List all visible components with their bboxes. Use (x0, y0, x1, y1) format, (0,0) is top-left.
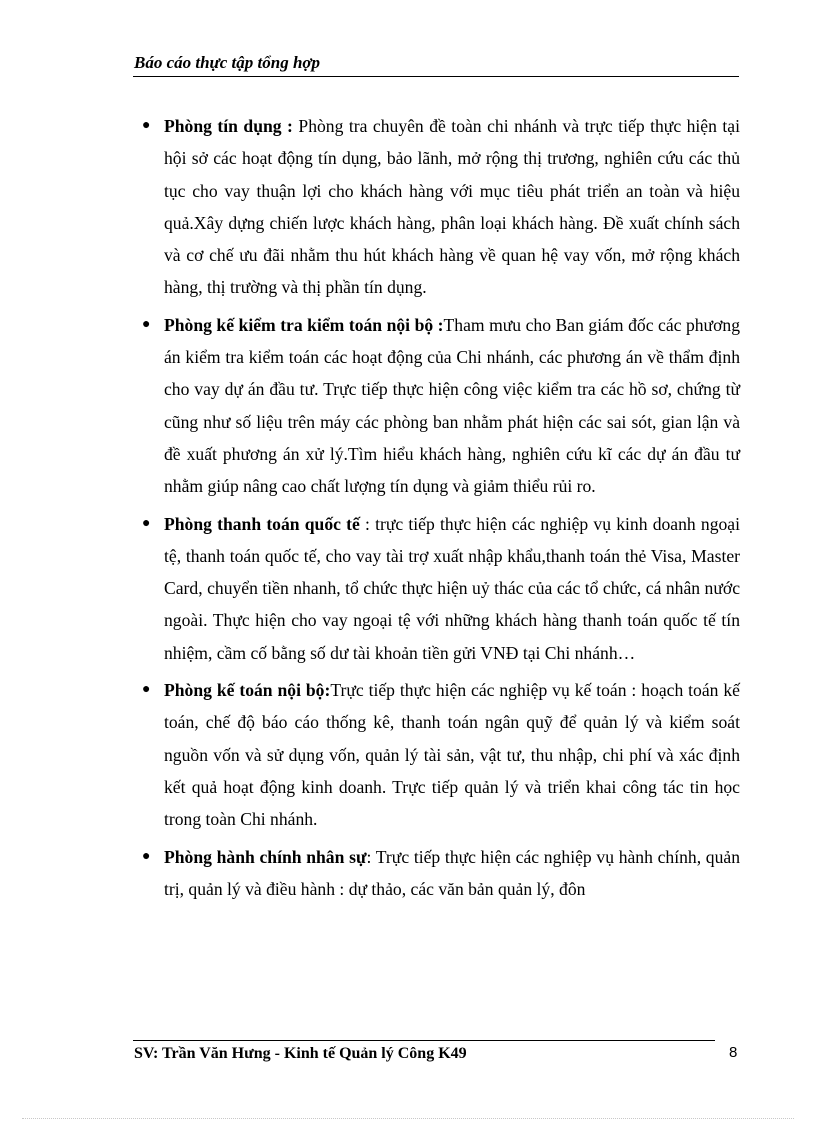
section-credit-department (134, 110, 740, 304)
section-text: Tham mưu cho Ban giám đốc các phương án kiểm tra kiểm toán các hoạt động của Chi nhánh, các phương án về thẩm định cho vay dự án đầu tư. Trực tiếp thực hiện công việc kiểm tra các hồ sơ, chứng từ cũng như số liệu trên máy các phòng ban nhằm phát hiện các sai sót, gian lận và đề xuất phương án xử lý.Tìm hiểu khách hàng, nghiên cứu kĩ các dự án đầu tư nhằm giúp nâng cao chất lượng tín dụng và giảm thiểu rủi ro. (164, 314, 740, 497)
section-international-payment-department (134, 508, 740, 669)
page-number: 8 (729, 1044, 738, 1061)
section-internal-accounting-department (134, 674, 740, 835)
footer-author: SV: Trần Văn Hưng - Kinh tế Quản lý Công K49 (134, 1045, 467, 1062)
section-text: Phòng tra chuyên đề toàn chi nhánh và trực tiếp thực hiện tại hội sở các hoạt động tín dụng, bảo lãnh, mở rộng thị trương, nghiên cứu các thủ tục cho vay thuận lợi cho khách hàng với mục tiêu phát triển an toàn và hiệu quả.Xây dựng chiến lược khách hàng, phân loại khách hàng. Đề xuất chính sách và cơ chế ưu đãi nhằm thu hút khách hàng về quan hệ vay vốn, mở rộng khách hàng, thị trường và thị phần tín dụng. (164, 116, 740, 298)
section-hr-admin-department (134, 841, 740, 906)
bullet-icon: ● (142, 118, 151, 133)
page-edge-divider (22, 1118, 794, 1119)
section-title: Phòng thanh toán quốc tế (164, 513, 360, 534)
section-title: Phòng tín dụng : (164, 116, 293, 136)
bullet-icon: ● (142, 682, 151, 698)
section-title: Phòng kế kiểm tra kiểm toán nội bộ : (164, 314, 444, 335)
section-internal-audit-department (134, 309, 740, 503)
document-body (134, 110, 740, 910)
bullet-icon: ● (142, 515, 151, 531)
header-divider (133, 76, 739, 77)
section-title: Phòng kế toán nội bộ: (164, 680, 331, 701)
bullet-icon: ● (142, 848, 151, 864)
section-text: Trực tiếp thực hiện các nghiệp vụ kế toán : hoạch toán kế toán, chế độ báo cáo thống kê, thanh toán ngân quỹ để quản lý và kiểm soát nguồn vốn và sử dụng vốn, quản lý tài sản, vật tư, thu nhập, chi phí và xác định kết quả hoạt động kinh doanh. Trực tiếp quản lý và triển khai công tác tin học trong toàn Chi nhánh. (164, 680, 740, 830)
section-title: Phòng hành chính nhân sự (164, 846, 367, 867)
header-title: Báo cáo thực tập tổng hợp (134, 53, 321, 72)
section-text: : Trực tiếp thực hiện các nghiệp vụ hành chính, quản trị, quản lý và điều hành : dự thảo, các văn bản quản lý, đôn (164, 846, 740, 899)
bullet-icon: ● (142, 316, 151, 332)
footer-divider (133, 1040, 715, 1041)
section-text: : trực tiếp thực hiện các nghiệp vụ kinh doanh ngoại tệ, thanh toán quốc tế, cho vay tài trợ xuất nhập khẩu,thanh toán thẻ Visa, Master Card, chuyển tiền nhanh, tổ chức thực hiện uỷ thác của các tổ chức, cá nhân nước ngoài. Thực hiện cho vay ngoại tệ với những khách hàng thanh toán quốc tế tín nhiệm, cầm cố bằng số dư tài khoản tiền gửi VNĐ tại Chi nhánh… (164, 513, 740, 663)
